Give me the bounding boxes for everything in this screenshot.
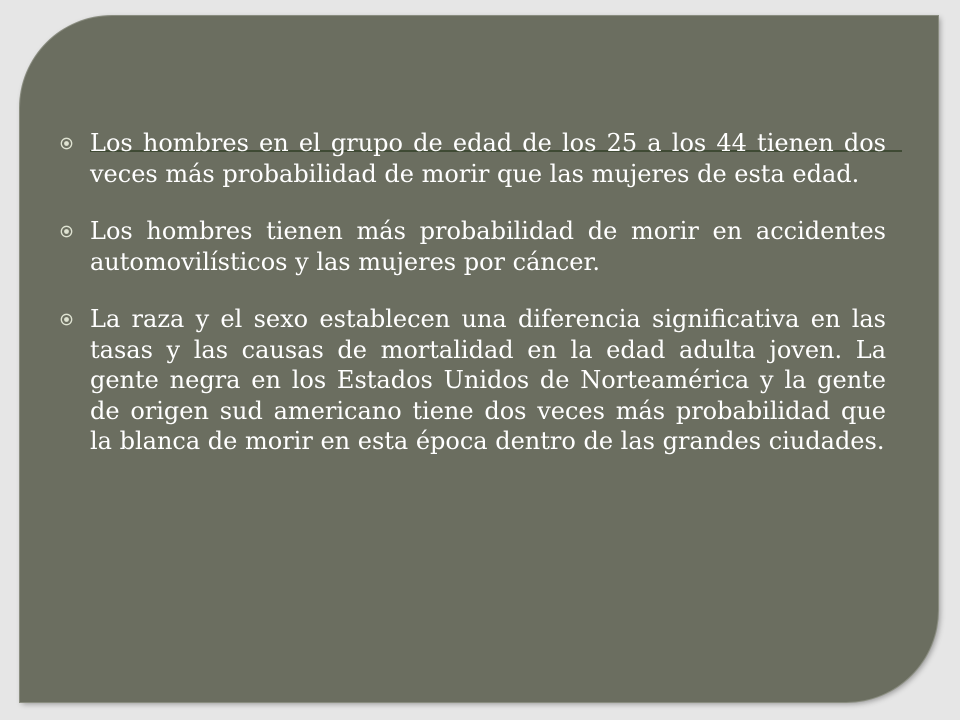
bullet-item: [58, 216, 886, 277]
circled-dot-icon: [60, 313, 73, 326]
circled-dot-icon: [60, 137, 73, 150]
bullet-text: Los hombres en el grupo de edad de los 25 a los 44 tienen dos veces más probabilidad de morir que las mujeres de esta edad.: [90, 129, 886, 188]
circled-dot-icon: [60, 225, 73, 238]
slide-content: [58, 128, 886, 484]
bullet-text: Los hombres tienen más probabilidad de morir en accidentes automovilísticos y las mujeres por cáncer.: [90, 217, 886, 276]
bullet-item: [58, 304, 886, 457]
bullet-item: [58, 128, 886, 189]
bullet-text: La raza y el sexo establecen una diferencia significativa en las tasas y las causas de mortalidad en la edad adulta joven. La gente negra en los Estados Unidos de Norteamérica y la gente de origen sud americano tiene dos veces más probabilidad que la blanca de morir en esta época dentro de las grandes ciudades.: [90, 305, 886, 455]
